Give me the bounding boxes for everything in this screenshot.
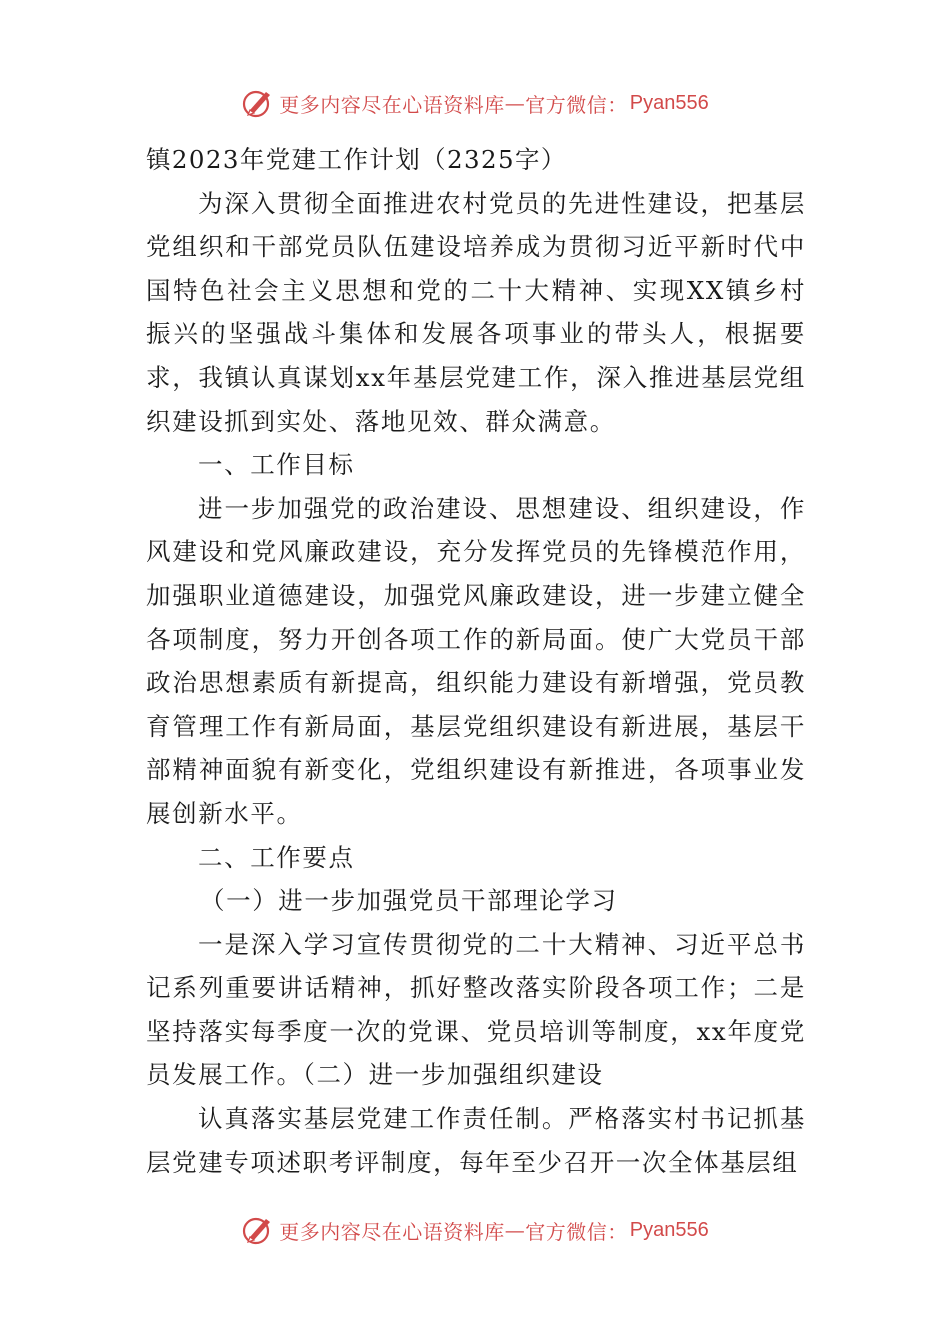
watermark-wechat-label: 官方微信： [525,92,628,117]
pen-circle-icon [241,1213,275,1247]
watermark-banner-bottom [0,1210,950,1250]
watermark-wechat-id: Pyan556 [629,91,709,114]
pen-circle-icon [241,86,275,120]
watermark-dash: — [504,91,526,115]
subsection1-paragraph: 一是深入学习宣传贯彻党的二十大精神、习近平总书记系列重要讲话精神，抓好整改落实阶段各项工作；二是坚持落实每季度一次的党课、党员培训等制度，xx年度党员发展工作。（二）进一步加强组织建设 [146,929,806,1090]
subsection2-paragraph: 认真落实基层党建工作责任制。严格落实村书记抓基层党建专项述职考评制度，每年至少召开一次全体基层组 [146,1104,806,1177]
section2-heading: 二、工作要点 [198,842,355,872]
watermark-banner-top [0,83,950,123]
section1-paragraph: 进一步加强党的政治建设、思想建设、组织建设，作风建设和党风廉政建设，充分发挥党员的先锋模范作用，加强职业道德建设，加强党风廉政建设，进一步建立健全各项制度，努力开创各项工作的新局面。使广大党员干部政治思想素质有新提高，组织能力建设有新增强，党员教育管理工作有新局面，基层党组织建设有新进展，基层干部精神面貌有新变化，党组织建设有新推进，各项事业发展创新水平。 [146,493,806,828]
document-title: 镇2023年党建工作计划（2325字） [146,145,567,174]
section1-heading: 一、工作目标 [198,450,355,480]
document-body [146,138,806,1184]
watermark-site-text: 更多内容尽在心语资料库 [279,1219,505,1244]
watermark-site-text: 更多内容尽在心语资料库 [279,92,505,117]
subsection1-heading: （一）进一步加强党员干部理论学习 [200,886,618,916]
intro-paragraph: 为深入贯彻全面推进农村党员的先进性建设，把基层党组织和干部党员队伍建设培养成为贯彻习近平新时代中国特色社会主义思想和党的二十大精神、实现XX镇乡村振兴的坚强战斗集体和发展各项事业的带头人，根据要求，我镇认真谋划xx年基层党建工作，深入推进基层党组织建设抓到实处、落地见效、群众满意。 [146,188,806,436]
watermark-dash: — [504,1218,526,1242]
watermark-wechat-label: 官方微信： [525,1219,628,1244]
watermark-wechat-id: Pyan556 [629,1218,709,1241]
